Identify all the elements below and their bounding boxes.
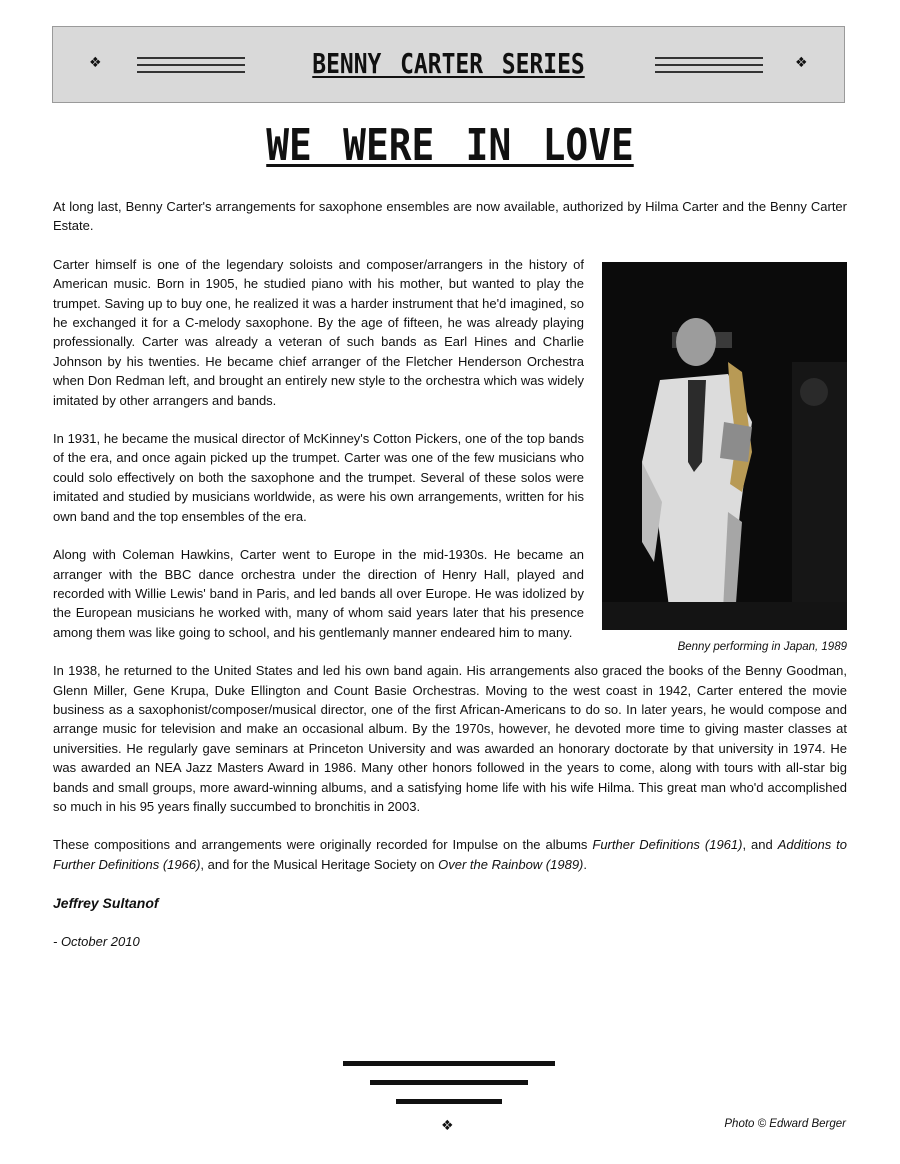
page-title: WE WERE IN LOVE	[266, 120, 634, 171]
album-title: Over the Rainbow (1989)	[438, 856, 584, 872]
series-banner	[52, 26, 845, 103]
ornament-bar	[370, 1080, 528, 1085]
paragraph-early-life: Carter himself is one of the legendary soloists and composer/arrangers in the history of American music. Born in 1905, he studied piano with his mother, but wanted to play the trumpet. Saving up to buy one, he realized it was a harder instrument that he'd imagined, so he exchanged it for a C-melody saxophone. By the age of fifteen, he was already playing professionally. Carter was already a veteran of such bands as Earl Hines and Charlie Johnson by his twenties. He became chief arranger of the Fletcher Henderson Orchestra when Don Redman left, and brought an entirely new style to the orchestra which was widely imitated by other arrangers and bands.	[53, 256, 584, 408]
album-title: Additions to Further Definitions (1966)	[53, 837, 848, 872]
author-name: Jeffrey Sultanof	[53, 895, 159, 912]
photo-caption: Benny performing in Japan, 1989	[677, 640, 847, 653]
diamond-ornament-icon: ❖	[441, 1118, 454, 1134]
paragraph-1931: In 1931, he became the musical director of McKinney's Cotton Pickers, one of the top bands of the era, and once again picked up the trumpet. Carter was one of the few musicians who could solo effectively on both the saxophone and the trumpet. Several of these solos were imitated and studied by musicians worldwide, as were his own arrangements, written for his own band and the top ensembles of the era.	[53, 431, 584, 524]
photo-image	[602, 262, 847, 630]
series-title: BENNY CARTER SERIES	[312, 47, 585, 80]
diamond-ornament-icon: ❖	[89, 55, 102, 71]
paragraph-europe: Along with Coleman Hawkins, Carter went to Europe in the mid-1930s. He became an arranger with the BBC dance orchestra under the direction of Henry Hall, played and recorded with Willie Lewis' band in Paris, and led bands all over Europe. He was idolized by the European musicians he worked with, many of whom said years later that his presence among them was like going to school, and his gentlemanly manner endeared him to many.	[53, 547, 584, 640]
ornament-bar	[396, 1099, 502, 1104]
banner-lines-right	[655, 55, 763, 75]
ornament-bar	[343, 1061, 555, 1066]
photo-credit: Photo © Edward Berger	[724, 1118, 846, 1130]
paragraph-1938: In 1938, he returned to the United States and led his own band again. His arrangements also graced the books of the Benny Goodman, Glenn Miller, Gene Krupa, Duke Ellington and Count Basie Orchestras. Moving to the west coast in 1942, Carter entered the movie business as a saxophonist/composer/musical director, one of the first African-Americans to do so. In later years, he would compose and arrange music for television and make an occasional album. By the 1970s, however, he devoted more time to giving master classes at universities. He regularly gave seminars at Princeton University and was awarded an honorary doctorate by that university in 1974. He was awarded an NEA Jazz Masters Award in 1986. Many other honors followed in the years to come, along with tours with all-star big bands and small groups, more award-winning albums, and a satisfying home life with his wife Hilma. This great man who'd accomplished so much in his 95 years finally succumbed to bronchitis in 2003.	[53, 663, 847, 814]
photo-figure	[602, 262, 847, 655]
article-body	[53, 197, 847, 970]
album-title: Further Definitions (1961)	[592, 837, 743, 853]
paragraph-recordings: These compositions and arrangements were originally recorded for Impulse on the albums Further Definitions (1961), and Additions to Further Definitions (1966), and for the Musical Heritage Society on Over the Rainbow (1989).	[53, 837, 848, 872]
diamond-ornament-icon: ❖	[795, 55, 808, 71]
paragraph-intro: At long last, Benny Carter's arrangements for saxophone ensembles are now available, authorized by Hilma Carter and the Benny Carter Estate.	[53, 199, 847, 234]
author-date: - October 2010	[53, 934, 140, 950]
saxophonist-photo	[602, 262, 847, 630]
